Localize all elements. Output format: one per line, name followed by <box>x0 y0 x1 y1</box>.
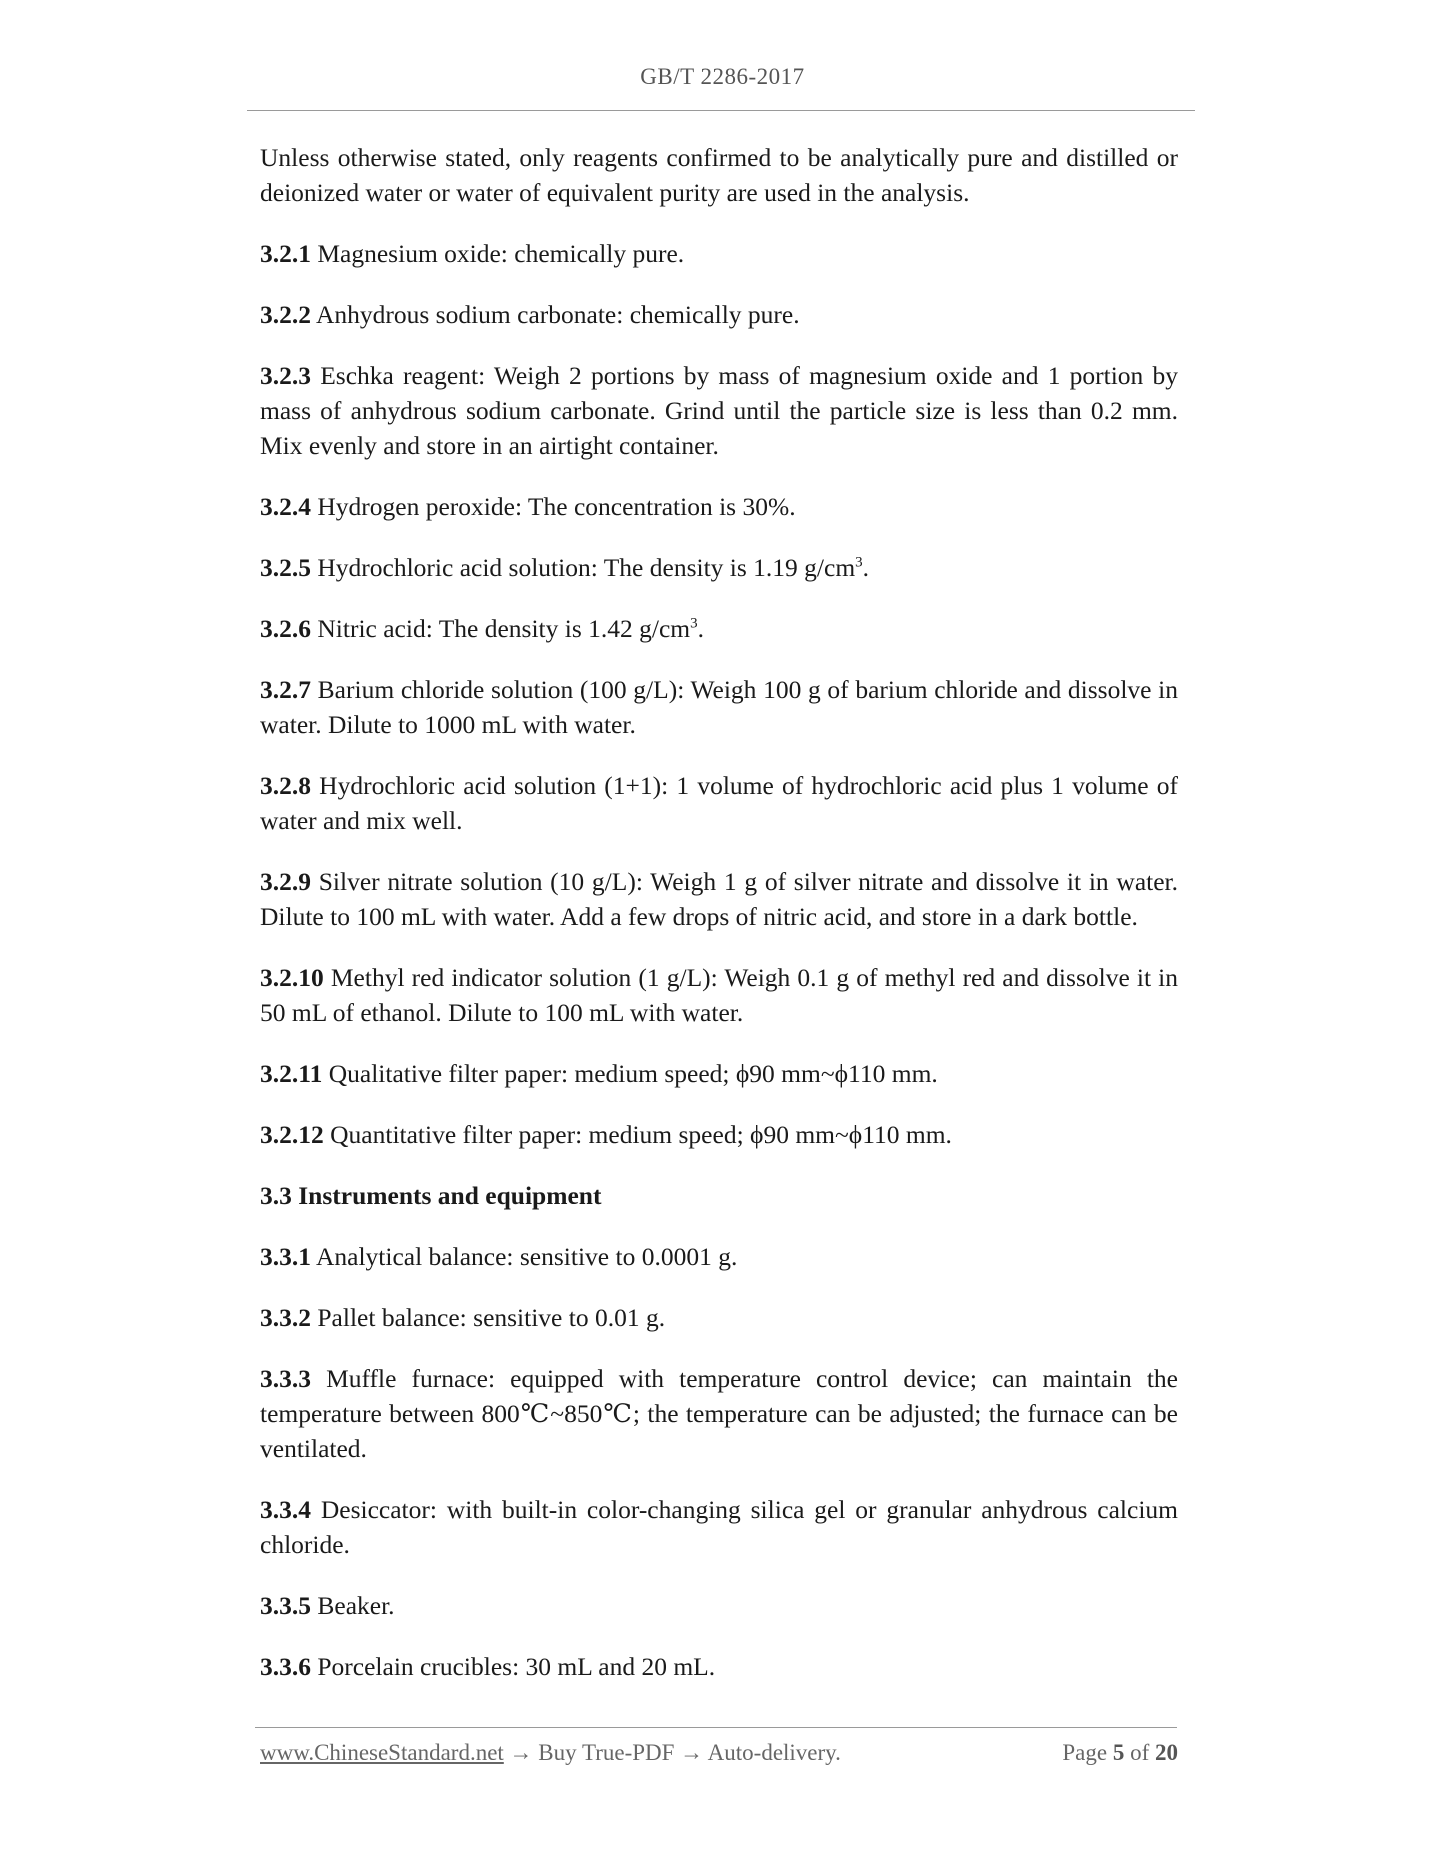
reagent-3-2-9 <box>260 864 1178 934</box>
clause-text: Analytical balance: sensitive to 0.0001 g. <box>315 1242 738 1271</box>
clause-number: 3.3.2 <box>260 1303 311 1332</box>
superscript: 3 <box>690 615 698 632</box>
reagent-3-2-11 <box>260 1056 1178 1091</box>
clause-number: 3.2.12 <box>260 1120 324 1149</box>
clause-text-end: . <box>862 553 870 582</box>
page-header: GB/T 2286-2017 <box>640 64 805 89</box>
instrument-3-3-4 <box>260 1492 1178 1562</box>
clause-text: Porcelain crucibles: 30 mL and 20 mL. <box>317 1652 716 1681</box>
page-label: Page <box>1062 1740 1108 1765</box>
intro-paragraph: Unless otherwise stated, only reagents confirmed to be analytically pure and distilled or deionized water or water of equivalent purity are used in the analysis. <box>260 143 1178 207</box>
clause-number: 3.2.5 <box>260 553 311 582</box>
clause-number: 3.3.6 <box>260 1652 311 1681</box>
document-body <box>260 140 1178 1710</box>
clause-number: 3.3.5 <box>260 1591 311 1620</box>
clause-text: Anhydrous sodium carbonate: chemically pure. <box>315 300 800 329</box>
page-of: of <box>1130 1740 1150 1765</box>
reagent-3-2-7 <box>260 672 1178 742</box>
instrument-3-3-1 <box>260 1239 1178 1274</box>
clause-number: 3.2.1 <box>260 239 311 268</box>
clause-text: Pallet balance: sensitive to 0.01 g. <box>317 1303 666 1332</box>
footer-divider <box>255 1727 1177 1728</box>
page-number <box>1062 1740 1178 1766</box>
clause-number: 3.2.3 <box>260 361 311 390</box>
instrument-3-3-6 <box>260 1649 1178 1684</box>
instrument-3-3-5 <box>260 1588 1178 1623</box>
clause-number: 3.2.6 <box>260 614 311 643</box>
reagent-3-2-1 <box>260 236 1178 271</box>
clause-number: 3.2.9 <box>260 867 311 896</box>
website-link[interactable]: www.ChineseStandard.net <box>260 1740 504 1765</box>
clause-text: Silver nitrate solution (10 g/L): Weigh 1 g of silver nitrate and dissolve it in water. Dilute to 100 mL with water. Add a few drops of nitric acid, and store in a dark bottle. <box>260 867 1179 931</box>
clause-number: 3.3.4 <box>260 1495 311 1524</box>
clause-text: Methyl red indicator solution (1 g/L): Weigh 0.1 g of methyl red and dissolve it in 50 mL of ethanol. Dilute to 100 mL with water. <box>260 963 1179 1027</box>
instrument-3-3-3 <box>260 1361 1178 1466</box>
clause-number: 3.3.3 <box>260 1364 311 1393</box>
clause-number: 3.2.2 <box>260 300 311 329</box>
instrument-3-3-2 <box>260 1300 1178 1335</box>
superscript: 3 <box>855 554 863 571</box>
reagent-3-2-10 <box>260 960 1178 1030</box>
page-current: 5 <box>1112 1740 1125 1765</box>
clause-number: 3.2.8 <box>260 771 311 800</box>
clause-text: Eschka reagent: Weigh 2 portions by mass of magnesium oxide and 1 portion by mass of anhydrous sodium carbonate. Grind until the particle size is less than 0.2 mm. Mix evenly and store in an airtight container. <box>260 361 1178 460</box>
clause-text: Beaker. <box>317 1591 395 1620</box>
clause-text: Hydrogen peroxide: The concentration is 30%. <box>317 492 796 521</box>
clause-number: 3.2.4 <box>260 492 311 521</box>
reagent-3-2-2 <box>260 297 1178 332</box>
reagent-3-2-5 <box>260 550 1178 585</box>
section-heading-instruments: 3.3 Instruments and equipment <box>260 1181 602 1210</box>
reagent-3-2-4 <box>260 489 1178 524</box>
clause-number: 3.2.10 <box>260 963 324 992</box>
footer-tagline: → Buy True-PDF → Auto-delivery. <box>503 1740 841 1765</box>
clause-text: Nitric acid: The density is 1.42 g/cm <box>317 614 691 643</box>
reagent-3-2-3 <box>260 358 1178 463</box>
footer-left <box>260 1740 841 1766</box>
clause-text: Hydrochloric acid solution (1+1): 1 volume of hydrochloric acid plus 1 volume of water and mix well. <box>260 771 1178 835</box>
clause-text: Qualitative filter paper: medium speed; ϕ90 mm~ϕ110 mm. <box>328 1059 938 1088</box>
clause-text-end: . <box>697 614 705 643</box>
clause-text: Desiccator: with built-in color-changing silica gel or granular anhydrous calcium chloride. <box>260 1495 1178 1559</box>
clause-number: 3.3.1 <box>260 1242 311 1271</box>
clause-text: Muffle furnace: equipped with temperature control device; can maintain the temperature between 800℃~850℃; the temperature can be adjusted; the furnace can be ventilated. <box>260 1364 1178 1463</box>
clause-text: Magnesium oxide: chemically pure. <box>317 239 685 268</box>
reagent-3-2-8 <box>260 768 1178 838</box>
clause-number: 3.2.11 <box>260 1059 323 1088</box>
reagent-3-2-12 <box>260 1117 1178 1152</box>
clause-text: Quantitative filter paper: medium speed; ϕ90 mm~ϕ110 mm. <box>330 1120 952 1149</box>
reagent-3-2-6 <box>260 611 1178 646</box>
clause-text: Barium chloride solution (100 g/L): Weigh 100 g of barium chloride and dissolve in water. Dilute to 1000 mL with water. <box>260 675 1178 739</box>
header-divider <box>247 110 1195 111</box>
page-total: 20 <box>1155 1740 1178 1765</box>
clause-text: Hydrochloric acid solution: The density is 1.19 g/cm <box>317 553 856 582</box>
clause-number: 3.2.7 <box>260 675 311 704</box>
